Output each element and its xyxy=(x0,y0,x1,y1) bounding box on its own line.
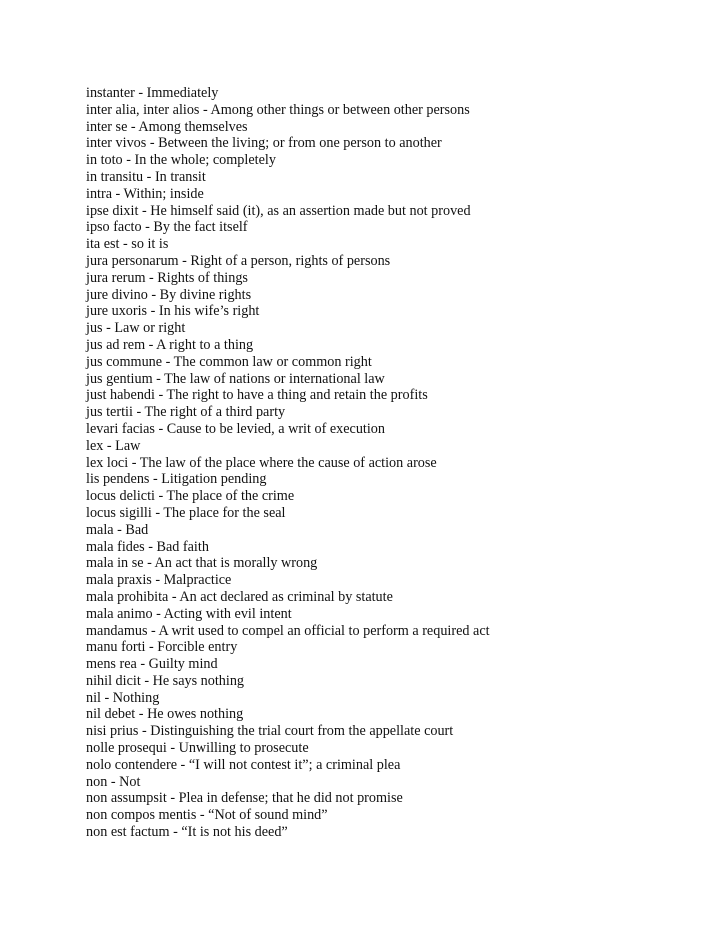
glossary-entry: inter alia, inter alios - Among other things or between other persons xyxy=(86,101,470,118)
glossary-entry: intra - Within; inside xyxy=(86,185,204,202)
glossary-entry: non assumpsit - Plea in defense; that he did not promise xyxy=(86,790,403,807)
glossary-entry: mens rea - Guilty mind xyxy=(86,656,218,673)
glossary-entry: jura rerum - Rights of things xyxy=(86,269,248,286)
glossary-entry: locus delicti - The place of the crime xyxy=(86,488,295,505)
glossary-entry: ipso facto - By the fact itself xyxy=(86,219,248,236)
glossary-entry: ita est - so it is xyxy=(86,236,169,253)
glossary-entry: mandamus - A writ used to compel an official to perform a required act xyxy=(86,622,490,639)
glossary-entry: inter vivos - Between the living; or from one person to another xyxy=(86,135,442,152)
glossary-entry: jus commune - The common law or common right xyxy=(86,353,372,370)
glossary-entry: mala praxis - Malpractice xyxy=(86,572,232,589)
glossary-entry: nil debet - He owes nothing xyxy=(86,706,244,723)
glossary-entry: lex loci - The law of the place where the cause of action arose xyxy=(86,454,437,471)
glossary-entry: ipse dixit - He himself said (it), as an assertion made but not proved xyxy=(86,202,471,219)
glossary-entry: jus ad rem - A right to a thing xyxy=(86,336,254,353)
glossary-entry: mala - Bad xyxy=(86,521,149,538)
glossary-entry: jus tertii - The right of a third party xyxy=(86,404,286,421)
glossary-list xyxy=(86,85,706,841)
glossary-entry: nolle prosequi - Unwilling to prosecute xyxy=(86,740,309,757)
glossary-entry: manu forti - Forcible entry xyxy=(86,639,238,656)
glossary-entry: jus gentium - The law of nations or international law xyxy=(86,370,385,387)
glossary-entry: in transitu - In transit xyxy=(86,168,206,185)
glossary-entry: locus sigilli - The place for the seal xyxy=(86,504,286,521)
glossary-entry: levari facias - Cause to be levied, a writ of execution xyxy=(86,420,385,437)
glossary-entry: mala in se - An act that is morally wrong xyxy=(86,555,318,572)
glossary-entry: nil - Nothing xyxy=(86,689,160,706)
glossary-entry: just habendi - The right to have a thing and retain the profits xyxy=(86,387,428,404)
glossary-entry: mala fides - Bad faith xyxy=(86,538,209,555)
glossary-entry: inter se - Among themselves xyxy=(86,118,248,135)
glossary-entry: instanter - Immediately xyxy=(86,85,219,101)
glossary-entry: jure divino - By divine rights xyxy=(86,286,252,303)
glossary-entry: nihil dicit - He says nothing xyxy=(86,672,245,689)
glossary-entry: non est factum - “It is not his deed” xyxy=(86,824,288,841)
glossary-entry: nolo contendere - “I will not contest it”; a criminal plea xyxy=(86,756,401,773)
glossary-entry: in toto - In the whole; completely xyxy=(86,152,276,169)
glossary-entry: nisi prius - Distinguishing the trial court from the appellate court xyxy=(86,723,454,740)
glossary-entry: lis pendens - Litigation pending xyxy=(86,471,267,488)
glossary-entry: lex - Law xyxy=(86,437,141,454)
glossary-entry: mala prohibita - An act declared as criminal by statute xyxy=(86,588,393,605)
glossary-entry: mala animo - Acting with evil intent xyxy=(86,605,292,622)
glossary-entry: non compos mentis - “Not of sound mind” xyxy=(86,807,328,824)
glossary-entry: jura personarum - Right of a person, rights of persons xyxy=(86,252,391,269)
glossary-entry: jus - Law or right xyxy=(86,320,186,337)
glossary-entry: non - Not xyxy=(86,773,141,790)
glossary-entry: jure uxoris - In his wife’s right xyxy=(86,303,260,320)
